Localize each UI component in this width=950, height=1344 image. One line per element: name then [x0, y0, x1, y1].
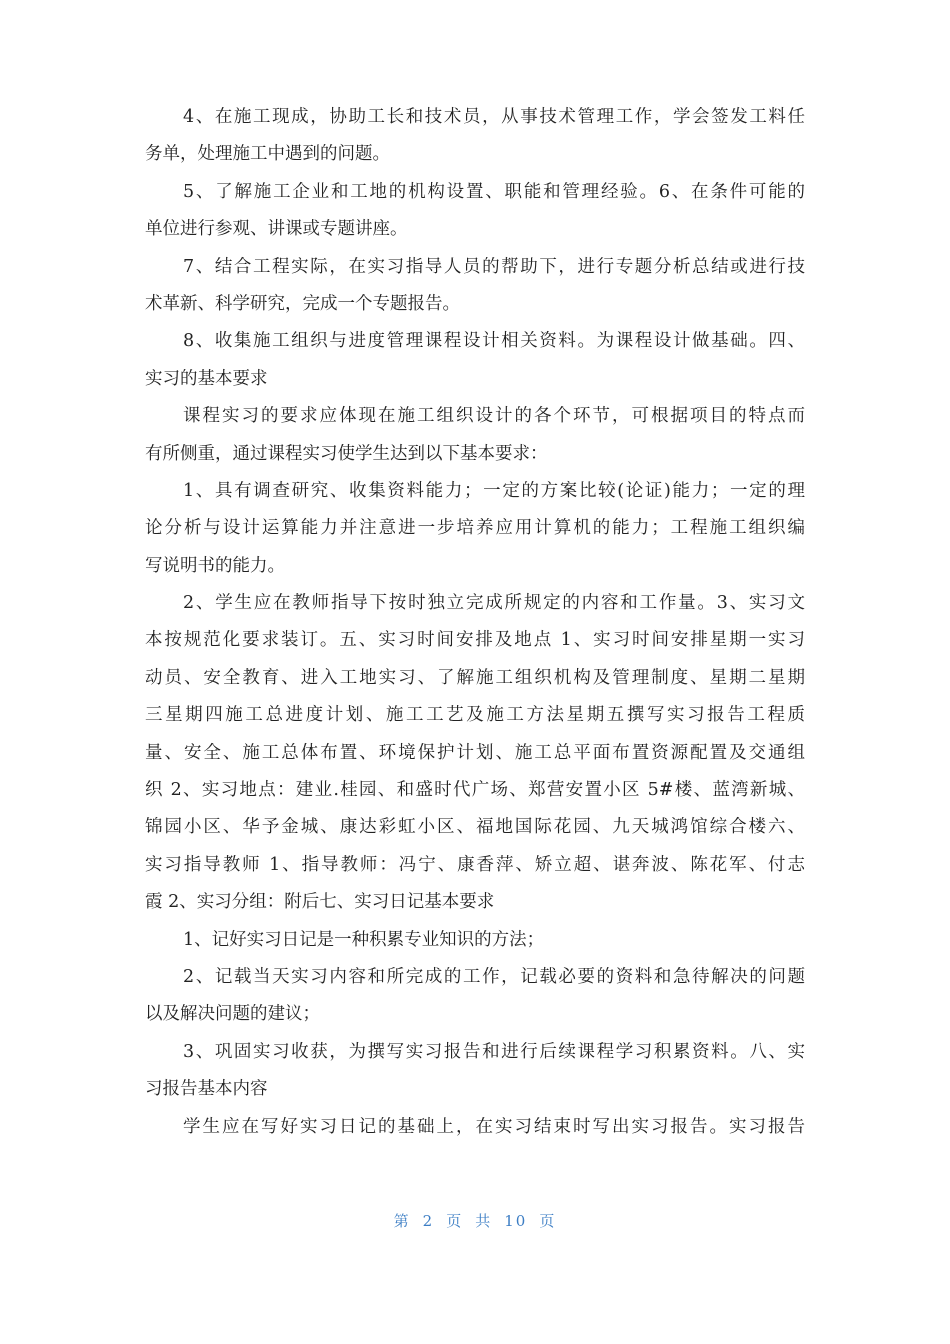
text-line: 2、学生应在教师指导下按时独立完成所规定的内容和工作量。3、实习文	[183, 593, 805, 614]
footer-total-suffix: 页	[539, 1212, 557, 1230]
text-line: 3、巩固实习收获，为撰写实习报告和进行后续课程学习积累资料。八、实	[183, 1041, 805, 1062]
footer-page-suffix: 页	[446, 1212, 464, 1230]
paragraph	[145, 174, 805, 249]
text-line: 织 2、实习地点：建业.桂园、和盛时代广场、郑营安置小区 5#楼、蓝湾新城、	[145, 780, 805, 801]
text-line: 5、了解施工企业和工地的机构设置、职能和管理经验。6、在条件可能的	[183, 181, 805, 202]
page-footer	[0, 1210, 950, 1231]
paragraph	[145, 1034, 805, 1109]
text-line: 动员、安全教育、进入工地实习、了解施工组织机构及管理制度、星期二星期	[145, 667, 805, 688]
text-line: 霞 2、实习分组：附后七、实习日记基本要求	[145, 892, 495, 913]
text-line: 论分析与设计运算能力并注意进一步培养应用计算机的能力；工程施工组织编	[145, 518, 805, 539]
text-line: 写说明书的能力。	[145, 555, 285, 576]
paragraph	[145, 99, 805, 174]
text-line: 7、结合工程实际，在实习指导人员的帮助下，进行专题分析总结或进行技	[183, 256, 805, 277]
paragraph	[145, 473, 805, 585]
text-line: 学生应在写好实习日记的基础上，在实习结束时写出实习报告。实习报告	[183, 1116, 805, 1137]
paragraph	[145, 1109, 805, 1146]
paragraph	[145, 398, 805, 473]
text-line: 实习指导教师 1、指导教师：冯宁、康香萍、矫立超、谌奔波、陈花军、付志	[145, 854, 805, 875]
text-line: 术革新、科学研究，完成一个专题报告。	[145, 293, 460, 314]
paragraph	[145, 959, 805, 1034]
paragraph	[145, 585, 805, 922]
paragraph	[145, 922, 805, 959]
footer-total-word: 共	[475, 1212, 493, 1230]
text-line: 2、记载当天实习内容和所完成的工作，记载必要的资料和急待解决的问题	[183, 966, 805, 987]
text-line: 本按规范化要求装订。五、实习时间安排及地点 1、实习时间安排星期一实习	[145, 630, 805, 651]
text-line: 8、收集施工组织与进度管理课程设计相关资料。为课程设计做基础。四、	[183, 331, 805, 352]
text-line: 1、具有调查研究、收集资料能力；一定的方案比较(论证)能力；一定的理	[183, 480, 805, 501]
footer-total-pages: 10	[504, 1212, 528, 1230]
paragraph	[145, 323, 805, 398]
footer-page-word: 第	[393, 1212, 411, 1230]
text-line: 习报告基本内容	[145, 1079, 268, 1100]
text-line: 有所侧重，通过课程实习使学生达到以下基本要求：	[145, 443, 548, 464]
text-line: 4、在施工现成，协助工长和技术员，从事技术管理工作，学会签发工料任	[183, 107, 805, 127]
text-line: 单位进行参观、讲课或专题讲座。	[145, 219, 408, 240]
text-line: 锦园小区、华予金城、康达彩虹小区、福地国际花园、九天城鸿馆综合楼六、	[145, 817, 805, 838]
document-body	[145, 99, 805, 1146]
text-line: 量、安全、施工总体布置、环境保护计划、施工总平面布置资源配置及交通组	[145, 742, 805, 763]
text-line: 1、记好实习日记是一种积累专业知识的方法；	[183, 929, 545, 950]
footer-page-number: 2	[422, 1212, 435, 1230]
text-line: 务单，处理施工中遇到的问题。	[145, 144, 390, 165]
text-line: 以及解决问题的建议；	[145, 1004, 320, 1025]
text-line: 课程实习的要求应体现在施工组织设计的各个环节，可根据项目的特点而	[183, 406, 805, 427]
text-line: 实习的基本要求	[145, 368, 268, 389]
paragraph	[145, 249, 805, 324]
text-line: 三星期四施工总进度计划、施工工艺及施工方法星期五撰写实习报告工程质	[145, 705, 805, 726]
